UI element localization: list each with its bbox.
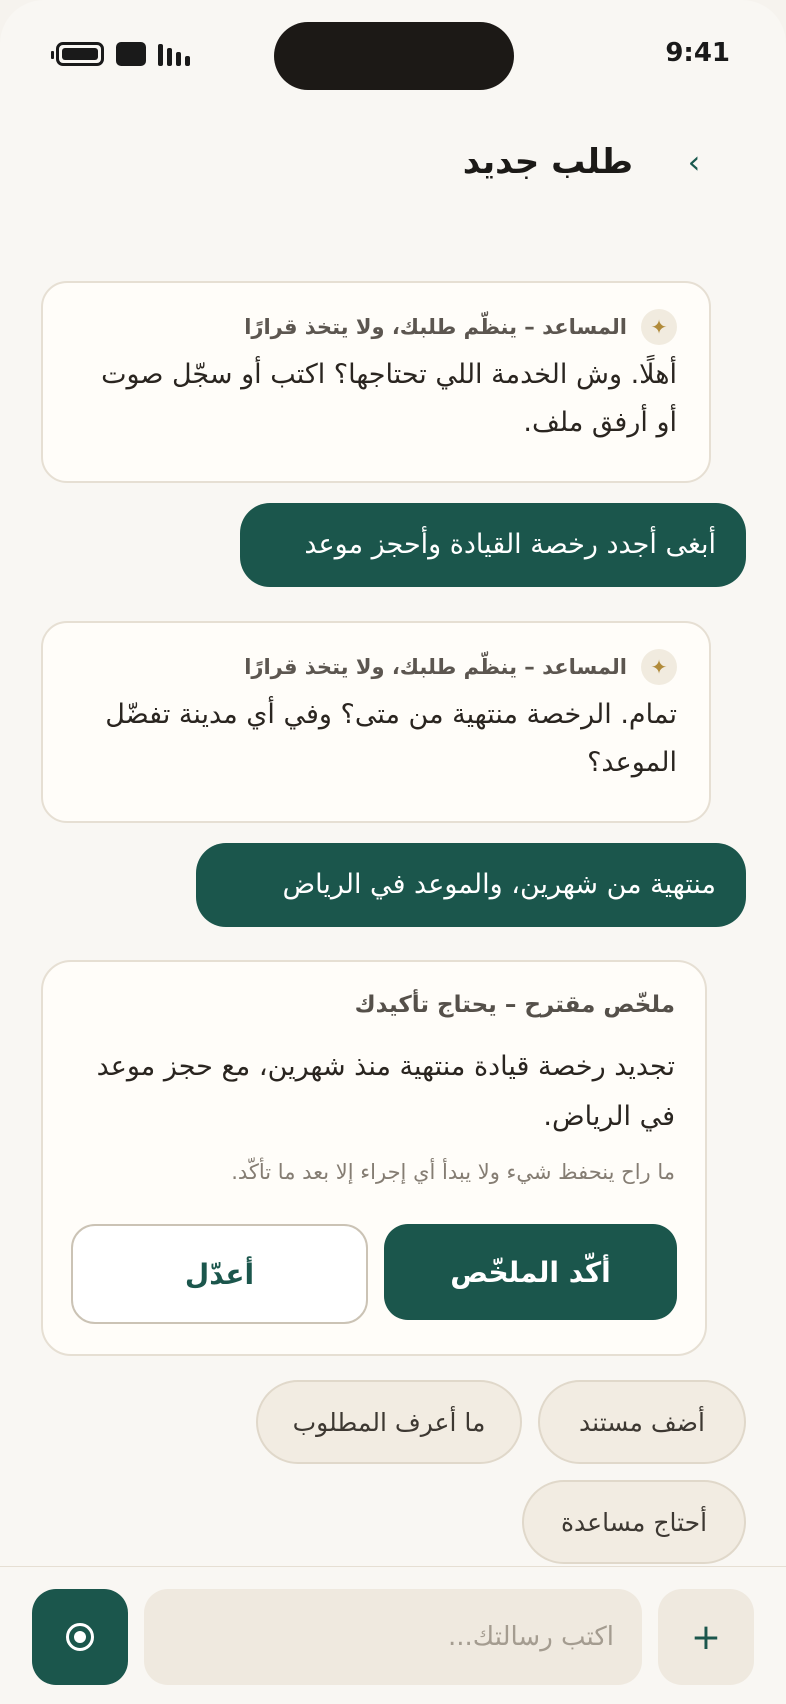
user-message-text: منتهية من شهرين، والموعد في الرياض [282,869,716,900]
confirm-summary-button[interactable]: أكّد الملخّص [384,1224,677,1320]
chip-add-document[interactable]: أضف مستند [538,1380,746,1464]
summary-actions [71,1224,677,1322]
page-title: طلب جديد [462,142,633,182]
chevron-icon: › [687,143,701,181]
chip-dont-know-requirements[interactable]: ما أعرف المطلوب [256,1380,522,1464]
battery-icon [56,42,104,66]
chip-need-help[interactable]: أحتاج مساعدة [522,1480,746,1564]
edit-summary-button[interactable]: أعدّل [71,1224,368,1324]
summary-title: ملخّص مقترح – يحتاج تأكيدك [354,992,675,1018]
message-input[interactable] [144,1589,642,1685]
record-voice-button[interactable] [32,1589,128,1685]
status-time: 9:41 [665,38,730,68]
user-message [196,843,746,927]
summary-card [41,960,707,1356]
assistant-name: المساعد – ينظّم طلبك، ولا يتخذ قرارًا [244,655,627,679]
assistant-message-text: أهلًا. وش الخدمة اللي تحتاجها؟ اكتب أو سجّل صوت أو أرفق ملف. [101,359,677,438]
record-icon [66,1623,94,1651]
status-icons [56,42,190,66]
assistant-name: المساعد – ينظّم طلبك، ولا يتخذ قرارًا [244,315,627,339]
add-attachment-button[interactable] [658,1589,754,1685]
assistant-meta [75,647,677,687]
header [0,130,786,194]
assistant-meta [75,307,677,347]
assistant-message [41,621,711,823]
sparkle-icon: ✦ [641,649,677,685]
user-message [240,503,746,587]
composer [0,1566,786,1704]
summary-text: تجديد رخصة قيادة منتهية منذ شهرين، مع حجز موعد في الرياض. [96,1051,675,1132]
signal-icon [158,42,190,66]
plus-icon: + [690,1616,722,1658]
status-bar [0,0,786,110]
wifi-icon [116,42,146,66]
sparkle-icon: ✦ [641,309,677,345]
dynamic-island [274,22,514,90]
assistant-message-text: تمام. الرخصة منتهية من متى؟ وفي أي مدينة تفضّل الموعد؟ [105,699,677,778]
user-message-text: أبغى أجدد رخصة القيادة وأحجز موعد [304,529,716,560]
assistant-message [41,281,711,483]
back-button[interactable] [676,144,712,180]
summary-note: ما راح ينحفظ شيء ولا يبدأ أي إجراء إلا بعد ما تأكّد. [231,1160,675,1184]
